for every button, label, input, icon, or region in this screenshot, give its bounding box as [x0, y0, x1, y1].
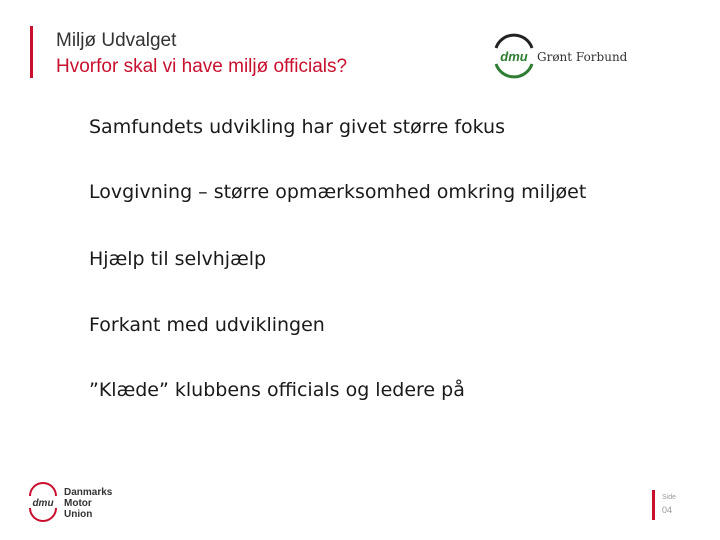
logo-bottom-line: Union — [64, 509, 93, 520]
logo-bottom-line: Motor — [64, 498, 92, 509]
dmu-bottom-logo — [26, 482, 60, 522]
bullet-item: Hjælp til selvhjælp — [89, 248, 267, 270]
bullet-item: Lovgivning – større opmærksomhed omkring miljøet — [89, 181, 587, 203]
bullet-item: Forkant med udviklingen — [89, 314, 325, 336]
page-number: 04 — [662, 505, 673, 515]
logo-top-mark: dmu — [500, 49, 528, 64]
logo-top-text: Grønt Forbund — [537, 50, 628, 64]
bullet-item: Samfundets udvikling har givet større fokus — [89, 116, 505, 138]
page-label: Side — [662, 494, 677, 501]
page-title: Miljø Udvalget — [56, 30, 177, 51]
dmu-seal-icon — [26, 482, 60, 522]
title-accent-bar — [30, 26, 33, 78]
logo-bottom-mark: dmu — [32, 498, 54, 509]
page-accent-bar — [652, 490, 655, 520]
page-subtitle: Hvorfor skal vi have miljø officials? — [56, 56, 348, 77]
logo-bottom-line: Danmarks — [64, 487, 113, 498]
bullet-item: ”Klæde” klubbens officials og ledere på — [89, 379, 465, 401]
dmu-ring-icon — [490, 30, 538, 82]
